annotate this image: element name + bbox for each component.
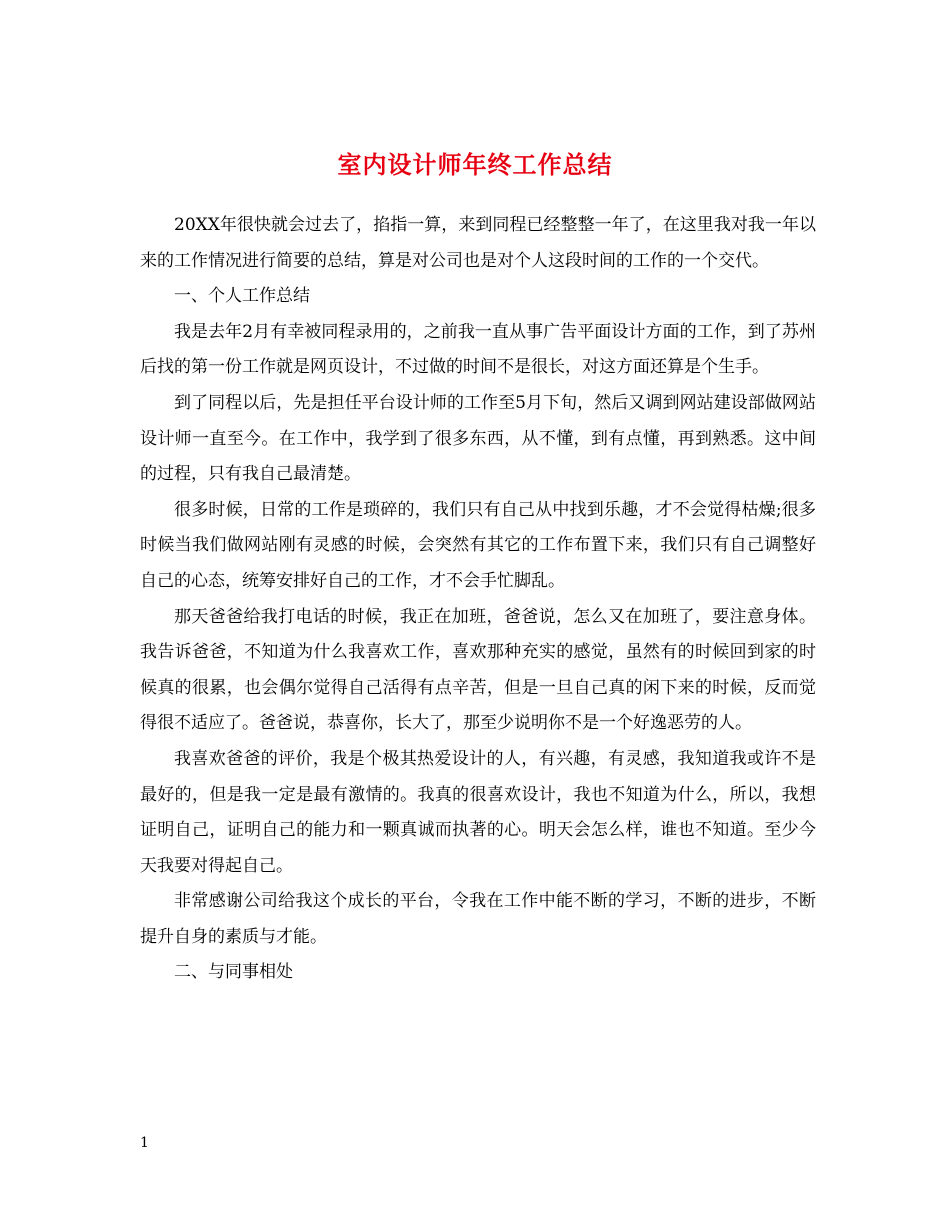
section-heading-personal-summary: 一、个人工作总结 — [174, 286, 310, 307]
document-title: 室内设计师年终工作总结 — [337, 151, 613, 180]
section-heading-colleagues: 二、与同事相处 — [174, 962, 293, 983]
document-body — [140, 208, 816, 991]
paragraph-intro: 20XX年很快就会过去了，掐指一算，来到同程已经整整一年了，在这里我对我一年以来的工作情况进行简要的总结，算是对公司也是对个人这段时间的工作的一个交代。 — [140, 215, 816, 271]
paragraph: 非常感谢公司给我这个成长的平台，令我在工作中能不断的学习，不断的进步，不断提升自身的素质与才能。 — [140, 891, 816, 947]
paragraph: 很多时候，日常的工作是琐碎的，我们只有自己从中找到乐趣，才不会觉得枯燥;很多时候当我们做网站刚有灵感的时候，会突然有其它的工作布置下来，我们只有自己调整好自己的心态，统筹安排好自己的工作，才不会手忙脚乱。 — [140, 499, 816, 591]
paragraph: 那天爸爸给我打电话的时候，我正在加班，爸爸说，怎么又在加班了，要注意身体。我告诉爸爸，不知道为什么我喜欢工作，喜欢那种充实的感觉，虽然有的时候回到家的时候真的很累，也会偶尔觉得自己活得有点辛苦，但是一旦自己真的闲下来的时候，反而觉得很不适应了。爸爸说，恭喜你，长大了，那至少说明你不是一个好逸恶劳的人。 — [140, 606, 816, 734]
page-number: 1 — [140, 1135, 149, 1151]
paragraph: 我是去年2月有幸被同程录用的，之前我一直从事广告平面设计方面的工作，到了苏州后找的第一份工作就是网页设计，不过做的时间不是很长，对这方面还算是个生手。 — [140, 321, 816, 378]
paragraph: 我喜欢爸爸的评价，我是个极其热爱设计的人，有兴趣，有灵感，我知道我或许不是最好的，但是我一定是最有激情的。我真的很喜欢设计，我也不知道为什么，所以，我想证明自己，证明自己的能力和一颗真诚而执著的心。明天会怎么样，谁也不知道。至少今天我要对得起自己。 — [140, 748, 816, 876]
paragraph: 到了同程以后，先是担任平台设计师的工作至5月下旬，然后又调到网站建设部做网站设计师一直至今。在工作中，我学到了很多东西，从不懂，到有点懂，再到熟悉。这中间的过程，只有我自己最清楚。 — [140, 392, 816, 485]
